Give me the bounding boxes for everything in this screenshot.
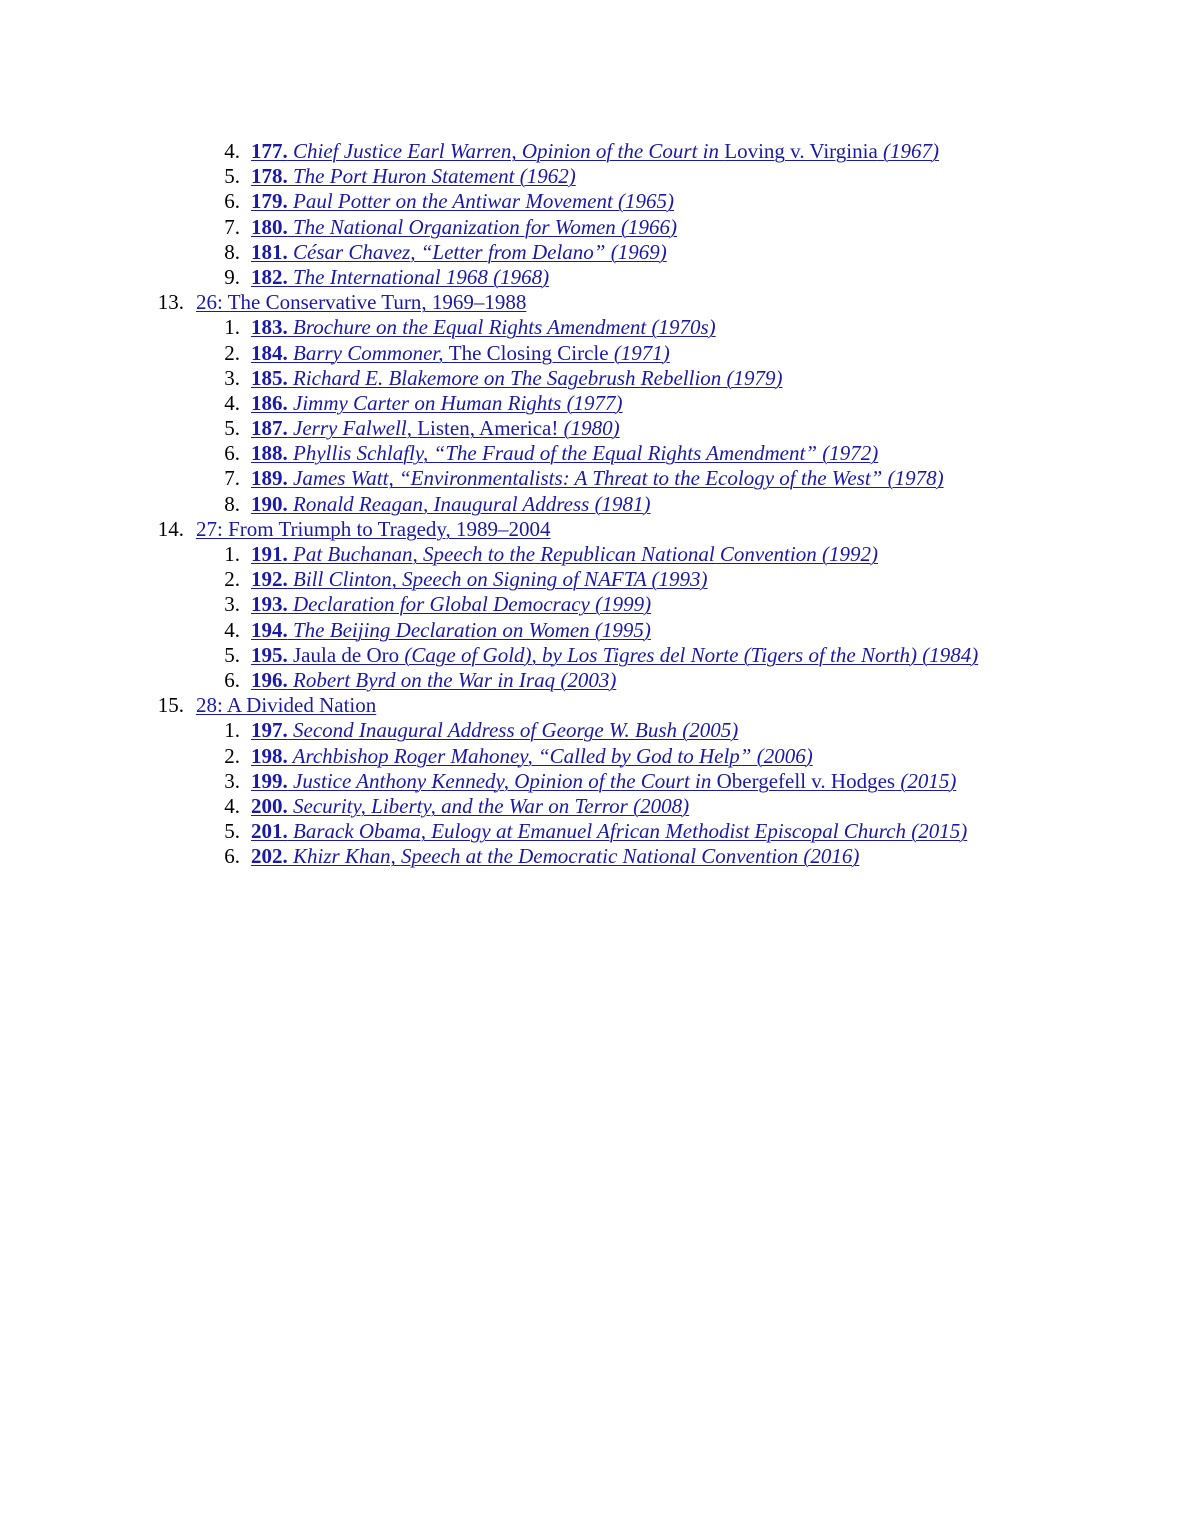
document-number: 199. [251,768,288,793]
document-title-text: Archbishop Roger Mahoney, “Called by God to Help” (2006) [287,743,813,768]
document-number: 190. [251,491,288,516]
document-link[interactable] [251,441,878,466]
toc-document-entry [0,240,1187,265]
document-number: 183. [251,315,288,340]
list-number: 5. [224,642,240,667]
toc-document-entry [0,189,1187,214]
document-title-text: James Watt, “Environmentalists: A Threat to the Ecology of the West” (1978) [287,466,944,491]
toc-document-entry [0,391,1187,416]
list-number: 1. [224,542,240,566]
document-number: 200. [251,793,288,818]
document-number: 189. [251,466,288,491]
document-number: 177. [251,139,288,163]
toc-document-entry [0,265,1187,290]
list-number: 4. [224,793,240,818]
document-number: 181. [251,239,288,264]
list-number: 4. [224,139,240,163]
list-number: 2. [224,567,240,592]
list-number: 6. [224,189,240,214]
toc-document-entry [0,769,1187,794]
toc-document-entry [0,542,1187,567]
toc-document-entry [0,441,1187,466]
document-title-text: The Beijing Declaration on Women (1995) [287,617,651,642]
document-title-text: The International 1968 (1968) [287,264,550,289]
document-title-text: Barry Commoner, [287,340,449,365]
document-link[interactable] [251,492,651,517]
list-number: 5. [224,819,240,844]
document-number: 187. [251,416,288,441]
toc-document-entry [0,819,1187,844]
document-title-text: Declaration for Global Democracy (1999) [287,592,652,617]
document-link[interactable] [251,668,616,693]
document-link[interactable] [251,189,674,214]
toc-document-entry [0,844,1187,869]
toc-chapter-entry [0,290,1187,315]
document-title-text: The Port Huron Statement (1962) [287,164,576,189]
document-link[interactable] [251,567,708,592]
toc-document-entry [0,315,1187,340]
list-number: 1. [224,718,240,743]
list-number: 2. [224,743,240,768]
document-number: 196. [251,667,288,692]
list-number: 7. [224,466,240,491]
document-number: 188. [251,441,288,466]
list-number: 9. [224,264,240,289]
list-number: 8. [224,239,240,264]
list-number: 8. [224,491,240,516]
toc-chapter-entry [0,517,1187,542]
document-link[interactable] [251,164,576,189]
toc-document-entry [0,592,1187,617]
document-title-text: Ronald Reagan, Inaugural Address (1981) [287,491,651,516]
list-number: 3. [224,768,240,793]
list-number: 14. [157,516,184,541]
document-number: 201. [251,819,288,844]
table-of-contents [0,139,1187,869]
toc-chapter-entry [0,693,1187,718]
document-number: 192. [251,567,288,592]
document-title-text: (1971) [608,340,670,365]
document-link[interactable] [251,744,813,769]
document-title-text: (Cage of Gold), by Los Tigres del Norte (Tigers of the North) (1984) [399,642,979,667]
document-title-text: Paul Potter on the Antiwar Movement (1965) [287,189,675,214]
document-title-text: Bill Clinton, Speech on Signing of NAFTA (1993) [287,567,708,592]
document-number: 197. [251,718,288,743]
document-title-text: Chief Justice Earl Warren, Opinion of the Court in [287,139,725,163]
chapter-link[interactable]: 27: From Triumph to Tragedy, 1989–2004 [196,516,551,541]
list-number: 1. [224,315,240,340]
list-number: 6. [224,441,240,466]
toc-document-entry [0,744,1187,769]
work-title-text: The Closing Circle [448,340,609,365]
document-title-text: Jimmy Carter on Human Rights (1977) [287,390,623,415]
toc-document-entry [0,492,1187,517]
toc-document-entry [0,618,1187,643]
toc-document-entry [0,215,1187,240]
document-number: 179. [251,189,288,214]
document-number: 182. [251,264,288,289]
document-title-text: Barack Obama, Eulogy at Emanuel African Methodist Episcopal Church (2015) [287,819,968,844]
document-number: 186. [251,390,288,415]
list-number: 15. [157,693,184,718]
list-number: 4. [224,390,240,415]
toc-document-entry [0,668,1187,693]
list-number: 7. [224,214,240,239]
toc-document-entry [0,416,1187,441]
document-title-text: The National Organization for Women (1966) [287,214,678,239]
document-title-text: Jerry Falwell, [287,416,418,441]
document-link[interactable] [251,139,939,164]
work-title-text: Loving v. Virginia [724,139,878,163]
document-link[interactable] [251,618,651,643]
document-title-text: Security, Liberty, and the War on Terror (2008) [287,793,690,818]
toc-document-entry [0,718,1187,743]
document-title-text: Justice Anthony Kennedy, Opinion of the Court in [287,768,717,793]
document-link[interactable] [251,215,677,240]
toc-document-entry [0,139,1187,164]
toc-document-entry [0,466,1187,491]
document-title-text: Richard E. Blakemore on The Sagebrush Rebellion (1979) [287,365,783,390]
document-link[interactable] [251,265,549,290]
document-link[interactable] [251,769,956,794]
document-number: 180. [251,214,288,239]
document-title-text: (2015) [895,768,957,793]
work-title-text: Jaula de Oro [287,642,400,667]
chapter-link[interactable]: 28: A Divided Nation [196,693,377,718]
list-number: 4. [224,617,240,642]
list-number: 13. [157,290,184,315]
work-title-text: Listen, America! [417,416,559,441]
list-number: 6. [224,667,240,692]
list-number: 3. [224,365,240,390]
list-number: 6. [224,844,240,869]
document-link[interactable] [251,466,944,491]
document-number: 178. [251,164,288,189]
list-number: 2. [224,340,240,365]
document-link[interactable] [251,416,620,441]
work-title-text: Obergefell v. Hodges [716,768,896,793]
document-number: 185. [251,365,288,390]
document-title-text: Khizr Khan, Speech at the Democratic National Convention (2016) [287,844,860,869]
document-link[interactable] [251,643,978,668]
document-title-text: (1980) [558,416,620,441]
document-link[interactable] [251,366,783,391]
document-number: 184. [251,340,288,365]
document-link[interactable] [251,718,738,743]
list-number: 5. [224,164,240,189]
document-number: 191. [251,542,288,566]
document-title-text: César Chavez, “Letter from Delano” (1969) [287,239,667,264]
toc-document-entry [0,366,1187,391]
toc-document-entry [0,643,1187,668]
document-link[interactable] [251,844,859,869]
document-title-text: Robert Byrd on the War in Iraq (2003) [287,667,617,692]
document-title-text: Brochure on the Equal Rights Amendment (1970s) [287,315,716,340]
document-link[interactable] [251,794,689,819]
toc-document-entry [0,794,1187,819]
chapter-link[interactable]: 26: The Conservative Turn, 1969–1988 [196,290,527,315]
document-number: 193. [251,592,288,617]
document-title-text: Phyllis Schlafly, “The Fraud of the Equal Rights Amendment” (1972) [287,441,879,466]
document-title-text: (1967) [877,139,940,163]
list-number: 5. [224,416,240,441]
toc-document-entry [0,567,1187,592]
document-number: 198. [251,743,288,768]
document-link[interactable] [251,819,967,844]
document-number: 195. [251,642,288,667]
document-title-text: Second Inaugural Address of George W. Bush (2005) [287,718,739,743]
document-title-text: Pat Buchanan, Speech to the Republican National Convention (1992) [287,542,878,566]
document-link[interactable] [251,391,623,416]
toc-document-entry [0,164,1187,189]
document-number: 202. [251,844,288,869]
document-number: 194. [251,617,288,642]
list-number: 3. [224,592,240,617]
document-link[interactable] [251,315,716,340]
document-link[interactable] [251,592,651,617]
document-link[interactable] [251,240,667,265]
document-link[interactable] [251,542,878,567]
document-link[interactable] [251,341,670,366]
toc-document-entry [0,341,1187,366]
